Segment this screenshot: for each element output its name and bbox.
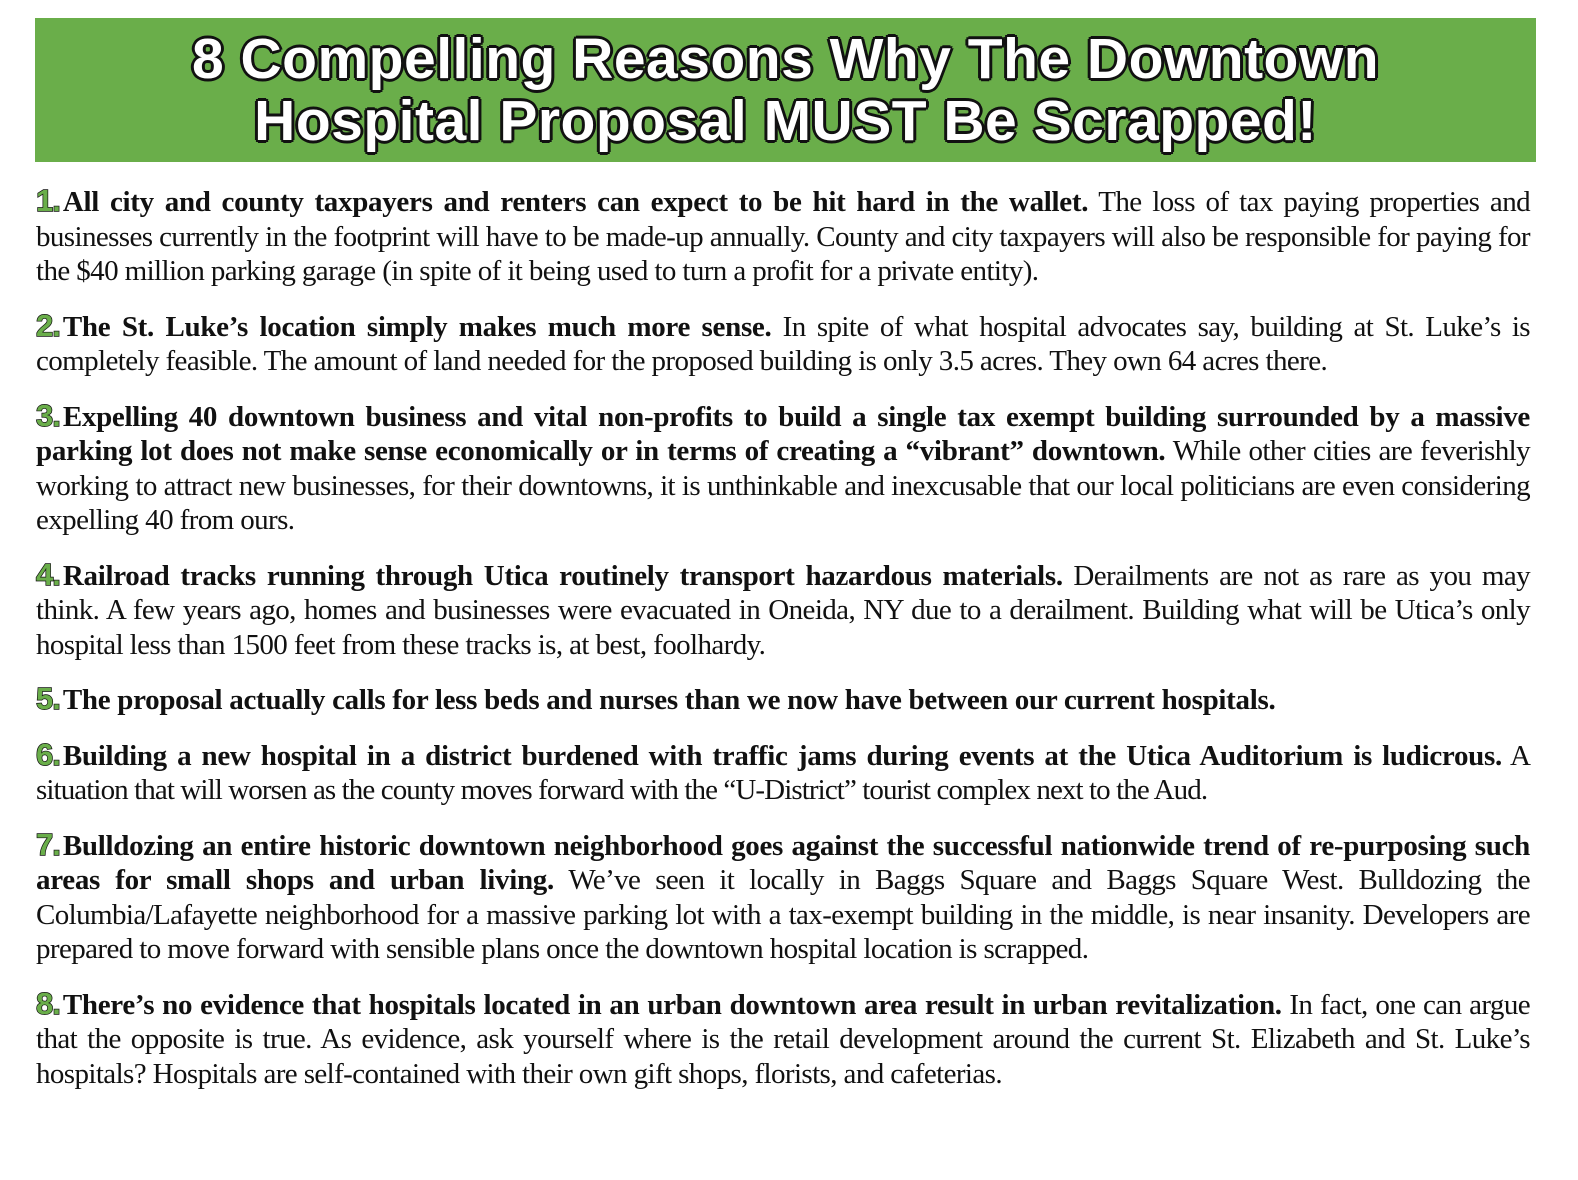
reason-number: 3. bbox=[36, 397, 60, 433]
reason-lead: All city and county taxpayers and renters can expect to be hit hard in the wallet. bbox=[62, 186, 1089, 218]
reasons-list bbox=[36, 184, 1530, 1111]
reason-body: In spite of what hospital advocates say, building at St. Luke’s is completely feasible. The amount of land needed for the proposed building is only 3.5 acres. They own 64 acres there. bbox=[36, 310, 1530, 377]
headline-line-1: 8 Compelling Reasons Why The Downtown bbox=[191, 27, 1380, 91]
reason-lead: The St. Luke’s location simply makes much more sense. bbox=[62, 310, 772, 343]
reason-body: While other cities are feverishly working to attract new businesses, for their downtowns, it is unthinkable and inexcusable that our local politicians are even considering expelling 40 from ours. bbox=[36, 435, 1530, 536]
reason-number: 8. bbox=[36, 985, 60, 1021]
reason-body: We’ve seen it locally in Baggs Square and Baggs Square West. Bulldozing the Columbia/Lafayette neighborhood for a massive parking lot with a tax-exempt building in the middle, is near insanity. Developers are prepared to move forward with sensible plans once the downtown hospital location is scrapped. bbox=[36, 864, 1530, 965]
reason-lead: Expelling 40 downtown business and vital non-profits to build a single tax exempt building surrounded by a massive parking lot does not make sense economically or in terms of creating a “vibrant” downtown. bbox=[36, 400, 1530, 467]
reason-3 bbox=[36, 399, 1530, 538]
reason-body: A situation that will worsen as the county moves forward with the “U-District” tourist complex next to the Aud. bbox=[36, 739, 1530, 806]
reason-lead: Bulldozing an entire historic downtown neighborhood goes against the successful nationwide trend of re-purposing such areas for small shops and urban living. bbox=[36, 829, 1530, 896]
headline-banner bbox=[35, 18, 1536, 162]
reason-number: 6. bbox=[36, 736, 60, 772]
reason-5 bbox=[36, 682, 1530, 718]
reason-number: 5. bbox=[36, 681, 60, 716]
reason-2 bbox=[36, 309, 1530, 379]
reason-body: The loss of tax paying properties and businesses currently in the footprint will have to be made-up annually. County and city taxpayers will also be responsible for paying for the $40 million parking garage (in spite of it being used to turn a profit for a private entity). bbox=[36, 186, 1530, 287]
reason-8 bbox=[36, 987, 1530, 1092]
reason-number: 2. bbox=[36, 307, 60, 343]
headline-line-2: Hospital Proposal MUST Be Scrapped! bbox=[254, 89, 1317, 153]
reason-1 bbox=[36, 184, 1530, 289]
reason-lead: The proposal actually calls for less beds and nurses than we now have between our current hospitals. bbox=[62, 684, 1276, 716]
reason-number: 4. bbox=[36, 556, 60, 592]
reason-number: 1. bbox=[36, 183, 60, 218]
reason-lead: Railroad tracks running through Utica routinely transport hazardous materials. bbox=[62, 559, 1063, 592]
reason-body: In fact, one can argue that the opposite is true. As evidence, ask yourself where is the retail development around the current St. Elizabeth and St. Luke’s hospitals? Hospitals are self-contained with their own gift shops, florists, and cafeterias. bbox=[36, 988, 1530, 1090]
reason-body: Derailments are not as rare as you may think. A few years ago, homes and businesses were evacuated in Oneida, NY due to a derailment. Building what will be Utica’s only hospital less than 1500 feet from these tracks is, at best, foolhardy. bbox=[36, 559, 1530, 661]
reason-4 bbox=[36, 558, 1530, 663]
reason-lead: There’s no evidence that hospitals located in an urban downtown area result in urban revitalization. bbox=[62, 988, 1282, 1021]
reason-number: 7. bbox=[36, 826, 60, 862]
reason-lead: Building a new hospital in a district burdened with traffic jams during events at the Utica Auditorium is ludicrous. bbox=[62, 739, 1502, 772]
reason-7 bbox=[36, 828, 1530, 967]
reason-6 bbox=[36, 738, 1530, 808]
